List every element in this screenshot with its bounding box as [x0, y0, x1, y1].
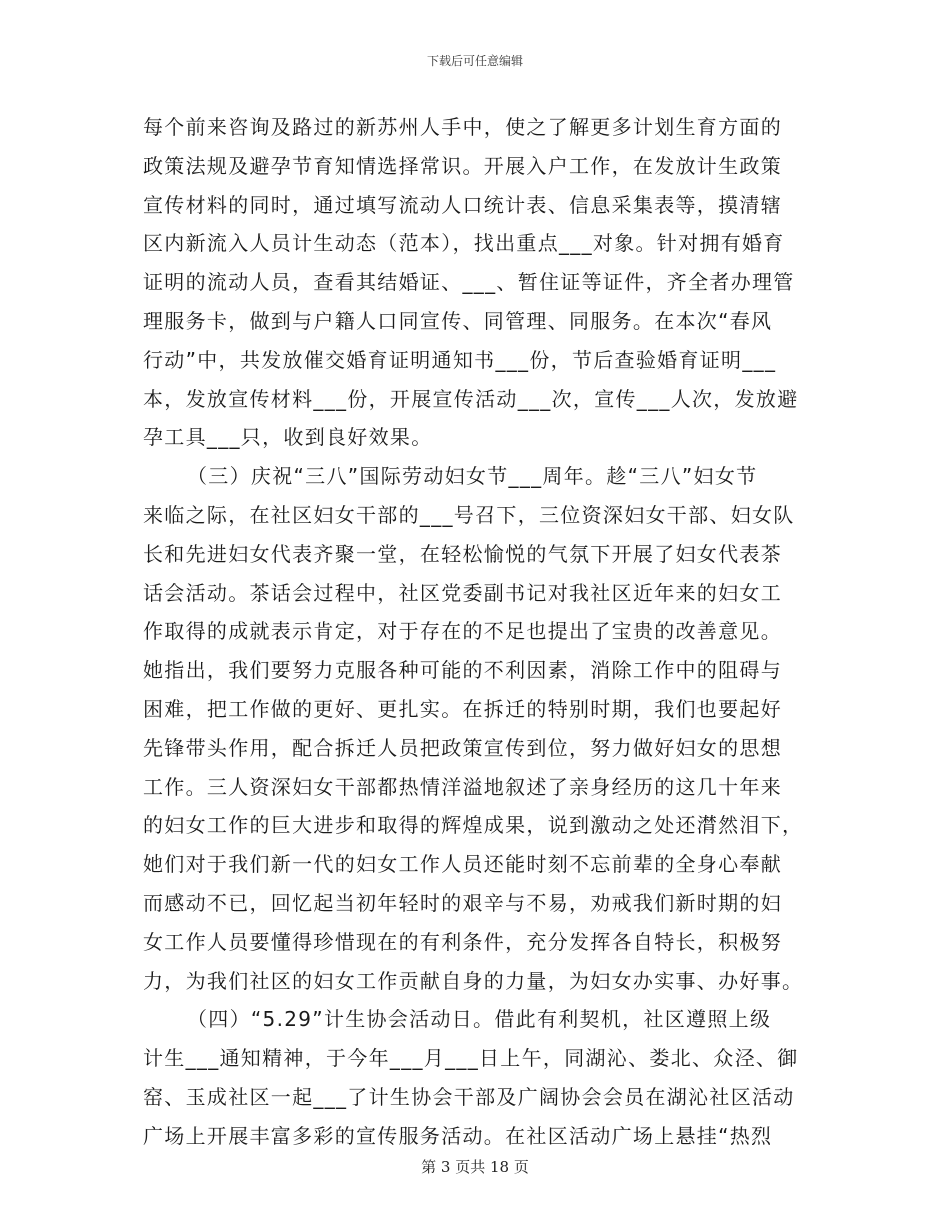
text-line: 话会活动。茶话会过程中，社区党委副书记对我社区近年来的妇女工	[143, 580, 782, 605]
text-line: 女工作人员要懂得珍惜现在的有利条件，充分发挥各自特长，积极努	[143, 929, 782, 954]
text-line: 广场上开展丰富多彩的宣传服务活动。在社区活动广场上悬挂“热烈	[143, 1123, 773, 1148]
text-line: 区内新流入人员计生动态（范本），找出重点___对象。针对拥有婚育	[143, 231, 785, 256]
document-body	[143, 108, 807, 1156]
paragraph-first-line: （四）“5.29”计生协会活动日。借此有利契机，社区遵照上级	[187, 1007, 772, 1032]
text-line: 计生___通知精神，于今年___月___日上午，同湖沁、娄北、众泾、御	[143, 1046, 799, 1071]
text-line: 宣传材料的同时，通过填写流动人口统计表、信息采集表等，摸清辖	[143, 192, 782, 217]
text-line: 作取得的成就表示肯定，对于存在的不足也提出了宝贵的改善意见。	[143, 619, 782, 644]
text-line: 工作。三人资深妇女干部都热情洋溢地叙述了亲身经历的这几十年来	[143, 774, 782, 799]
text-line: 来临之际，在社区妇女干部的___号召下，三位资深妇女干部、妇女队	[143, 502, 795, 527]
page-number: 第 3 页共 18 页	[421, 1158, 529, 1176]
text-line: 长和先进妇女代表齐聚一堂，在轻松愉悦的气氛下开展了妇女代表茶	[143, 541, 782, 566]
paragraph-first-line: （三）庆祝“三八”国际劳动妇女节___周年。趁“三八”妇女节	[187, 464, 758, 489]
text-line: 每个前来咨询及路过的新苏州人手中，使之了解更多计划生育方面的	[143, 115, 782, 139]
text-line: 理服务卡，做到与户籍人口同宣传、同管理、同服务。在本次“春风	[143, 308, 773, 333]
text-line: 本，发放宣传材料___份，开展宣传活动___次，宣传___人次，发放避	[143, 386, 799, 411]
text-line: 证明的流动人员，查看其结婚证、___、暂住证等证件，齐全者办理管	[143, 270, 795, 295]
page-header: 下载后可任意编辑	[426, 54, 523, 68]
text-line: 困难，把工作做的更好、更扎实。在拆迁的特别时期，我们也要起好	[143, 696, 782, 721]
text-line: 力，为我们社区的妇女工作贡献自身的力量，为妇女办实事、办好事。	[143, 968, 804, 993]
text-line: 政策法规及避孕节育知情选择常识。开展入户工作，在发放计生政策	[143, 153, 782, 178]
text-line: 而感动不已，回忆起当初年轻时的艰辛与不易，劝戒我们新时期的妇	[143, 890, 782, 915]
text-line: 她们对于我们新一代的妇女工作人员还能时刻不忘前辈的全身心奉献	[143, 852, 782, 877]
text-line: 先锋带头作用，配合拆迁人员把政策宣传到位，努力做好妇女的思想	[143, 735, 782, 760]
text-line: 孕工具___只，收到良好效果。	[143, 425, 433, 450]
text-line: 的妇女工作的巨大进步和取得的辉煌成果，说到激动之处还潸然泪下，	[143, 813, 804, 838]
text-line: 她指出，我们要努力克服各种可能的不利因素，消除工作中的阻碍与	[143, 658, 782, 683]
text-line: 行动”中，共发放催交婚育证明通知书___份，节后查验婚育证明___	[143, 347, 777, 372]
text-line: 窑、玉成社区一起___了计生协会干部及广阔协会会员在湖沁社区活动	[143, 1084, 795, 1109]
